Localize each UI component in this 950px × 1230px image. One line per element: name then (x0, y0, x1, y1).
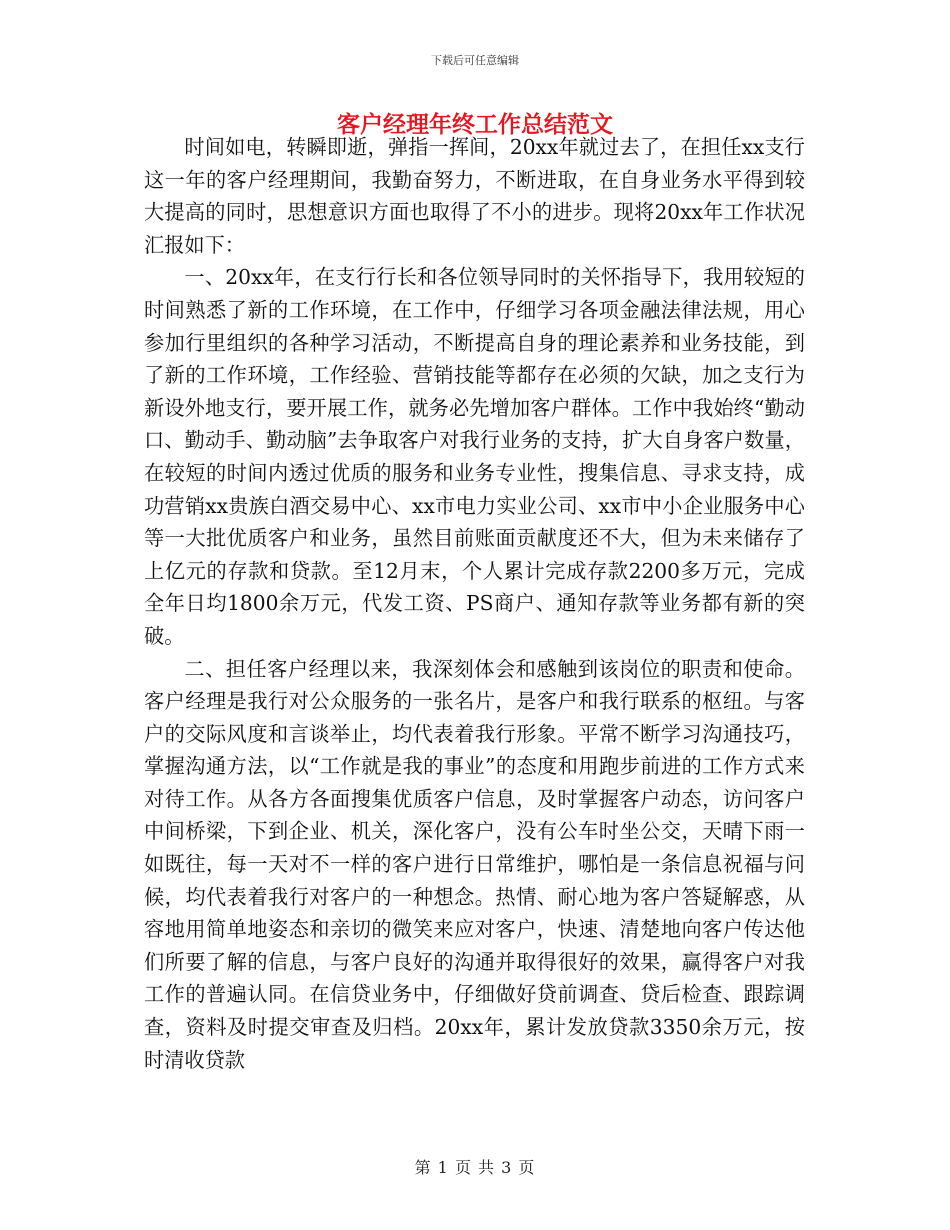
document-title: 客户经理年终工作总结范文 (337, 111, 613, 138)
page-number-footer: 第 1 页 共 3 页 (414, 1158, 536, 1177)
header-note: 下载后可任意编辑 (431, 54, 519, 67)
paragraph-section-two: 二、担任客户经理以来，我深刻体会和感触到该岗位的职责和使命。客户经理是我行对公众服务的一张名片，是客户和我行联系的枢纽。与客户的交际风度和言谈举止，均代表着我行形象。平常不断学习沟通技巧，掌握沟通方法，以“工作就是我的事业”的态度和用跑步前进的工作方式来对待工作。从各方各面搜集优质客户信息，及时掌握客户动态，访问客户中间桥梁，下到企业、机关，深化客户，没有公车时坐公交，天晴下雨一如既往，每一天对不一样的客户进行日常维护，哪怕是一条信息祝福与问候，均代表着我行对客户的一种想念。热情、耐心地为客户答疑解惑，从容地用简单地姿态和亲切的微笑来应对客户，快速、清楚地向客户传达他们所要了解的信息，与客户良好的沟通并取得很好的效果，赢得客户对我工作的普遍认同。在信贷业务中，仔细做好贷前调查、贷后检查、跟踪调查，资料及时提交审查及归档。20xx年，累计发放贷款3350余万元，按时清收贷款 (144, 656, 805, 1072)
document-body (144, 131, 805, 1076)
paragraph-section-one: 一、20xx年，在支行行长和各位领导同时的关怀指导下，我用较短的时间熟悉了新的工作环境，在工作中，仔细学习各项金融法律法规，用心参加行里组织的各种学习活动，不断提高自身的理论素养和业务技能，到了新的工作环境，工作经验、营销技能等都存在必须的欠缺，加之支行为新设外地支行，要开展工作，就务必先增加客户群体。工作中我始终“勤动口、勤动手、勤动脑”去争取客户对我行业务的支持，扩大自身客户数量，在较短的时间内透过优质的服务和业务专业性，搜集信息、寻求支持，成功营销xx贵族白酒交易中心、xx市电力实业公司、xx市中小企业服务中心等一大批优质客户和业务，虽然目前账面贡献度还不大，但为未来储存了上亿元的存款和贷款。至12月末，个人累计完成存款2200多万元，完成全年日均1800余万元，代发工资、PS商户、通知存款等业务都有新的突破。 (144, 265, 805, 648)
paragraph-intro: 时间如电，转瞬即逝，弹指一挥间，20xx年就过去了，在担任xx支行这一年的客户经理期间，我勤奋努力，不断进取，在自身业务水平得到较大提高的同时，思想意识方面也取得了不小的进步。现将20xx年工作状况汇报如下： (144, 135, 805, 257)
